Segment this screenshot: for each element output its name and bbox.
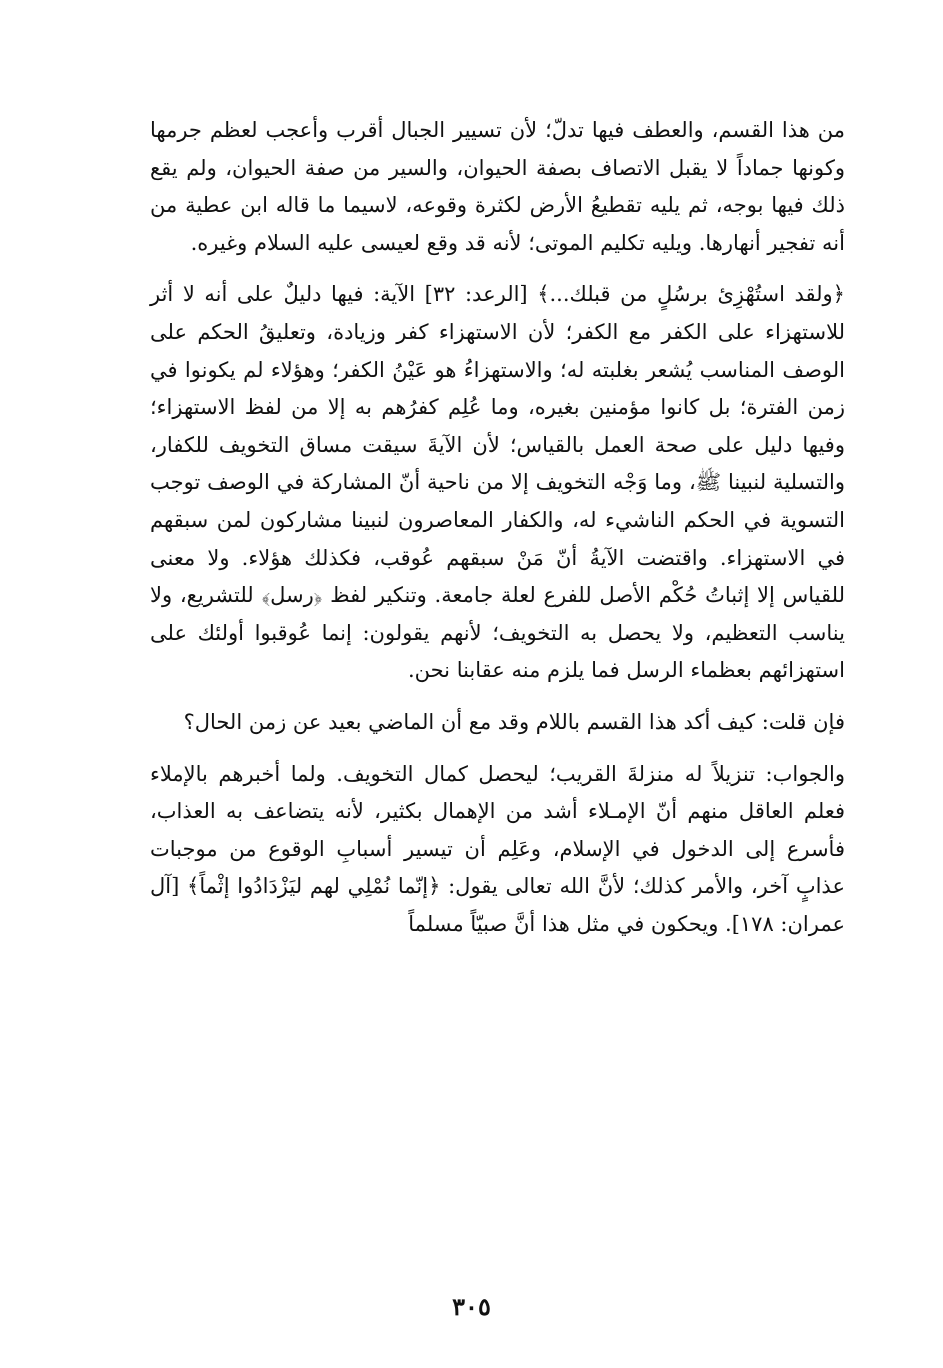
paragraph-4: والجواب: تنزيلاً له منزلةَ القريب؛ ليحصل كمال التخويف. ولما أخبرهم بالإملاء فعلم العاقل منهم أنّ الإمـلاء أشد من الإهمال بكثير، لأنه يتضاعف به العذاب، فأسرع إلى الدخول في الإسلام، وعَلِم أن تيسير أسبابِ الوقوع من موجبات عذابٍ آخر، والأمر كذلك؛ لأنَّ الله تعالى يقول: ﴿إنّما نُمْلِي لهم ليَزْدَادُوا إثْماً﴾ [آل عمران: ١٧٨]. ويحكون في مثل هذا أنَّ صبيّاً مسلماً	[150, 761, 845, 936]
paragraph-1: من هذا القسم، والعطف فيها تدلّ؛ لأن تسيير الجبال أقرب وأعجب لعظم جرمها وكونها جماداً لا يقبل الاتصاف بصفة الحيوان، والسير من صفة الحيوان، ولم يقع ذلك فيها بوجه، ثم يليه تقطيعُ الأرض لكثرة وقوعه، لاسيما ما قاله ابن عطية من أنه تفجير أنهارها. ويليه تكليم الموتى؛ لأنه قد وقع لعيسى عليه السلام وغيره.	[150, 118, 845, 255]
page-body	[150, 112, 845, 943]
paragraph-2: ﴿ولقد استُهْزِئ برسُلٍ من قبلك...﴾ [الرعد: ٣٢] الآية: فيها دليلٌ على أنه لا أثر للاستهزاء على الكفر مع الكفر؛ لأن الاستهزاء كفر وزيادة، وتعليقُ الحكم على الوصف المناسب يُشعر بغلبته له؛ والاستهزاءُ هو عَيْنُ الكفر؛ وهؤلاء لم يكونوا في زمن الفترة؛ بل كانوا مؤمنين بغيره، وما عُلِم كفرُهم به إلا من لفظ الاستهزاء؛ وفيها دليل على صحة العمل بالقياس؛ لأن الآيةَ سيقت مساق التخويف للكفار، والتسلية لنبينا ﷺ، وما وَجْه التخويف إلا من ناحية أنّ المشاركة في الوصف توجب التسوية في الحكم الناشيء له، والكفار المعاصرون لنبينا مشاركون لمن سبقهم في الاستهزاء. واقتضت الآيةُ أنّ مَنْ سبقهم عُوقب، فكذلك هؤلاء. ولا معنى للقياس إلا إثباتُ حُكْم الأصل للفرع لعلة جامعة. وتنكير لفظ ﴿رسل﴾ للتشريع، ولا يناسب التعظيم، ولا يحصل به التخويف؛ لأنهم يقولون: إنما عُوقبوا أولئك على استهزائهم بعظماء الرسل فما يلزم منه عقابنا نحن.	[150, 282, 845, 683]
paragraph-3: فإن قلت: كيف أكد هذا القسم باللام وقد مع أن الماضي بعيد عن زمن الحال؟	[183, 709, 845, 734]
page-number: ٣٠٥	[452, 1292, 491, 1321]
